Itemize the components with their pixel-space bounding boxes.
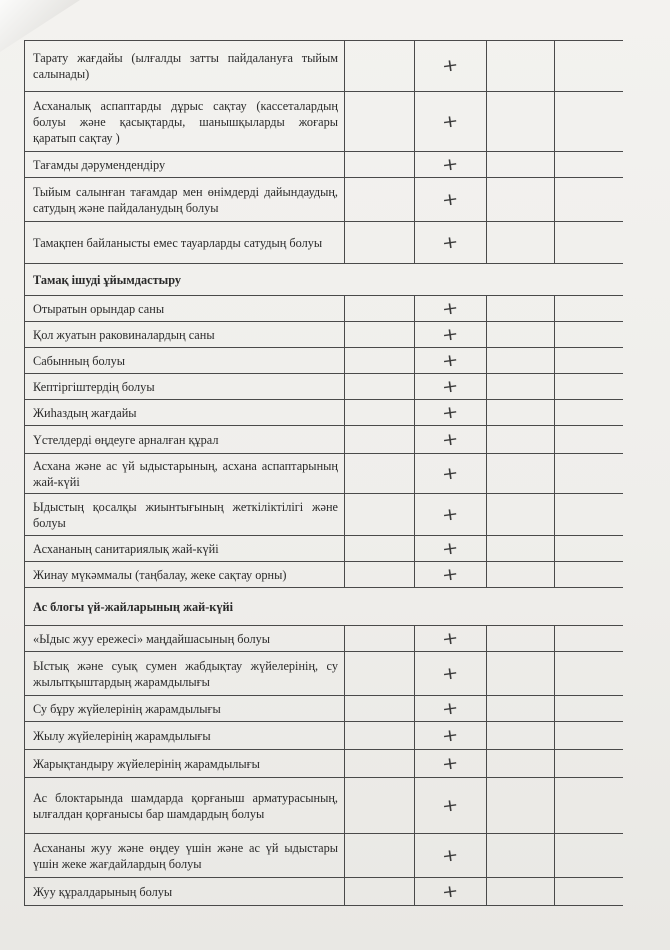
handwritten-plus-mark: + (440, 188, 461, 211)
criterion-text: Ас блоктарында шамдарда қорғаныш арматурасының, ылғалдан қорғанысы бар шамдардың болуы (33, 790, 338, 821)
empty-cell (555, 778, 623, 833)
empty-cell (345, 426, 415, 453)
handwritten-plus-mark: + (440, 880, 461, 903)
empty-cell (345, 696, 415, 721)
handwritten-plus-mark: + (440, 323, 461, 346)
handwritten-plus-mark: + (440, 537, 461, 560)
empty-cell (487, 494, 555, 535)
empty-cell (555, 696, 623, 721)
empty-cell (345, 878, 415, 905)
empty-cell (345, 400, 415, 425)
handwritten-plus-mark: + (440, 794, 461, 817)
section-title (25, 588, 623, 625)
table-row (25, 696, 623, 722)
criterion-text: Жарықтандыру жүйелерінің жарамдылығы (33, 756, 260, 771)
criterion-text: Тағамды дәрумендендіру (33, 157, 166, 172)
empty-cell (555, 536, 623, 561)
table-row (25, 296, 623, 322)
mark-cell (415, 750, 487, 777)
table-row (25, 494, 623, 536)
table-row (25, 322, 623, 348)
handwritten-plus-mark: + (440, 54, 461, 78)
empty-cell (555, 722, 623, 749)
mark-cell (415, 426, 487, 453)
empty-cell (345, 652, 415, 695)
mark-cell (415, 626, 487, 651)
empty-cell (345, 626, 415, 651)
empty-cell (555, 296, 623, 321)
mark-cell (415, 722, 487, 749)
criterion-text: Тарату жағдайы (ылғалды затты пайдалануға тыйым салынады) (33, 51, 338, 81)
empty-cell (345, 454, 415, 493)
mark-cell (415, 878, 487, 905)
criterion-text: Үстелдерді өңдеуге арналған құрал (33, 432, 219, 447)
empty-cell (487, 722, 555, 749)
table-row (25, 222, 623, 264)
empty-cell (487, 41, 555, 91)
empty-cell (555, 426, 623, 453)
handwritten-plus-mark: + (440, 724, 461, 747)
empty-cell (555, 750, 623, 777)
checklist-table (24, 40, 623, 906)
mark-cell (415, 494, 487, 535)
table-row (25, 348, 623, 374)
section-header-row (25, 264, 623, 296)
handwritten-plus-mark: + (440, 401, 461, 424)
criterion-text: Кептіргіштердің болуы (33, 379, 155, 394)
criterion-text: Жылу жүйелерінің жарамдылығы (33, 728, 211, 743)
section-header-row (25, 588, 623, 626)
empty-cell (345, 750, 415, 777)
table-row (25, 722, 623, 750)
empty-cell (487, 536, 555, 561)
criterion-cell (25, 722, 345, 749)
empty-cell (345, 494, 415, 535)
table-row (25, 778, 623, 834)
criterion-cell (25, 536, 345, 561)
criterion-cell (25, 222, 345, 263)
criterion-cell (25, 400, 345, 425)
empty-cell (345, 374, 415, 399)
criterion-text: Сабынның болуы (33, 353, 126, 368)
criterion-text: Жиһаздың жағдайы (33, 405, 137, 420)
table-row (25, 374, 623, 400)
handwritten-plus-mark: + (440, 110, 461, 133)
mark-cell (415, 652, 487, 695)
empty-cell (487, 652, 555, 695)
section-title-text: Ас блогы үй-жайларының жай-күйі (33, 599, 234, 614)
empty-cell (345, 178, 415, 221)
section-title (25, 264, 623, 295)
criterion-cell (25, 426, 345, 453)
empty-cell (487, 152, 555, 177)
criterion-cell (25, 92, 345, 151)
criterion-cell (25, 778, 345, 833)
table-row (25, 40, 623, 92)
criterion-cell (25, 178, 345, 221)
empty-cell (487, 778, 555, 833)
criterion-cell (25, 878, 345, 905)
mark-cell (415, 400, 487, 425)
empty-cell (345, 222, 415, 263)
table-row (25, 878, 623, 906)
table-row (25, 92, 623, 152)
handwritten-plus-mark: + (440, 297, 461, 320)
mark-cell (415, 178, 487, 221)
empty-cell (487, 626, 555, 651)
criterion-cell (25, 696, 345, 721)
mark-cell (415, 296, 487, 321)
table-row (25, 626, 623, 652)
criterion-cell (25, 152, 345, 177)
mark-cell (415, 536, 487, 561)
empty-cell (487, 878, 555, 905)
empty-cell (487, 426, 555, 453)
mark-cell (415, 41, 487, 91)
empty-cell (487, 322, 555, 347)
criterion-text: Ыстық және суық сумен жабдықтау жүйелерінің, су жылытқыштардың жарамдылығы (33, 658, 338, 689)
mark-cell (415, 322, 487, 347)
mark-cell (415, 222, 487, 263)
empty-cell (555, 878, 623, 905)
empty-cell (555, 652, 623, 695)
empty-cell (345, 722, 415, 749)
criterion-text: Ыдыстың қосалқы жиынтығының жеткіліктілігі және болуы (33, 499, 338, 530)
table-row (25, 454, 623, 494)
table-row (25, 536, 623, 562)
criterion-cell (25, 322, 345, 347)
table-row (25, 152, 623, 178)
handwritten-plus-mark: + (440, 662, 461, 685)
mark-cell (415, 562, 487, 587)
handwritten-plus-mark: + (440, 462, 461, 485)
empty-cell (345, 322, 415, 347)
criterion-cell (25, 348, 345, 373)
handwritten-plus-mark: + (440, 563, 461, 586)
empty-cell (487, 400, 555, 425)
criterion-text: Су бұру жүйелерінің жарамдылығы (33, 701, 221, 716)
empty-cell (555, 454, 623, 493)
empty-cell (555, 374, 623, 399)
empty-cell (555, 322, 623, 347)
table-row (25, 562, 623, 588)
empty-cell (555, 41, 623, 91)
empty-cell (487, 562, 555, 587)
empty-cell (555, 834, 623, 877)
empty-cell (555, 400, 623, 425)
criterion-text: Жинау мүкәммалы (таңбалау, жеке сақтау орны) (33, 567, 287, 582)
empty-cell (487, 696, 555, 721)
criterion-cell (25, 562, 345, 587)
empty-cell (487, 296, 555, 321)
mark-cell (415, 454, 487, 493)
mark-cell (415, 834, 487, 877)
criterion-cell (25, 454, 345, 493)
empty-cell (345, 562, 415, 587)
table-row (25, 750, 623, 778)
empty-cell (555, 494, 623, 535)
table-row (25, 400, 623, 426)
criterion-text: Асхананы жуу және өңдеу үшін және ас үй ыдыстары үшін жеке жағдайлардың болуы (33, 840, 338, 871)
handwritten-plus-mark: + (440, 231, 461, 254)
empty-cell (555, 222, 623, 263)
empty-cell (345, 296, 415, 321)
criterion-text: Тамақпен байланысты емес тауарларды сатудың болуы (33, 235, 323, 250)
empty-cell (555, 92, 623, 151)
empty-cell (487, 374, 555, 399)
criterion-cell (25, 374, 345, 399)
criterion-text: Тыйым салынған тағамдар мен өнімдерді дайындаудың, сатудың және пайдаланудың болуы (33, 184, 338, 215)
criterion-cell (25, 834, 345, 877)
handwritten-plus-mark: + (440, 844, 461, 867)
criterion-cell (25, 652, 345, 695)
empty-cell (345, 348, 415, 373)
handwritten-plus-mark: + (440, 627, 461, 650)
section-title-text: Тамақ ішуді ұйымдастыру (33, 272, 182, 287)
empty-cell (345, 41, 415, 91)
empty-cell (345, 536, 415, 561)
empty-cell (487, 454, 555, 493)
mark-cell (415, 778, 487, 833)
mark-cell (415, 374, 487, 399)
empty-cell (345, 92, 415, 151)
empty-cell (555, 178, 623, 221)
mark-cell (415, 152, 487, 177)
criterion-cell (25, 626, 345, 651)
handwritten-plus-mark: + (440, 375, 461, 398)
empty-cell (555, 562, 623, 587)
table-row (25, 652, 623, 696)
handwritten-plus-mark: + (440, 752, 461, 775)
empty-cell (487, 222, 555, 263)
table-row (25, 426, 623, 454)
empty-cell (345, 834, 415, 877)
criterion-text: Отыратын орындар саны (33, 301, 165, 316)
empty-cell (487, 178, 555, 221)
handwritten-plus-mark: + (440, 697, 461, 720)
handwritten-plus-mark: + (440, 428, 461, 451)
handwritten-plus-mark: + (440, 503, 461, 526)
handwritten-plus-mark: + (440, 349, 461, 372)
criterion-cell (25, 41, 345, 91)
mark-cell (415, 696, 487, 721)
mark-cell (415, 92, 487, 151)
empty-cell (345, 152, 415, 177)
empty-cell (487, 92, 555, 151)
criterion-text: Асхана және ас үй ыдыстарының, асхана аспаптарының жай-күйі (33, 458, 338, 489)
empty-cell (555, 626, 623, 651)
criterion-cell (25, 750, 345, 777)
empty-cell (487, 834, 555, 877)
mark-cell (415, 348, 487, 373)
criterion-text: Жуу құралдарының болуы (33, 884, 173, 899)
empty-cell (487, 348, 555, 373)
empty-cell (487, 750, 555, 777)
table-row (25, 834, 623, 878)
table-row (25, 178, 623, 222)
handwritten-plus-mark: + (440, 153, 461, 176)
criterion-cell (25, 494, 345, 535)
criterion-text: «Ыдыс жуу ережесі» маңдайшасының болуы (33, 631, 271, 646)
criterion-text: Асханалық аспаптарды дұрыс сақтау (кассеталардың болуы және қасықтарды, шанышқыларды жоғары қаратып сақтау ) (33, 98, 338, 145)
criterion-text: Асхананың санитариялық жай-күйі (33, 541, 219, 556)
empty-cell (555, 152, 623, 177)
criterion-cell (25, 296, 345, 321)
empty-cell (345, 778, 415, 833)
empty-cell (555, 348, 623, 373)
criterion-text: Қол жуатын раковиналардың саны (33, 327, 215, 342)
